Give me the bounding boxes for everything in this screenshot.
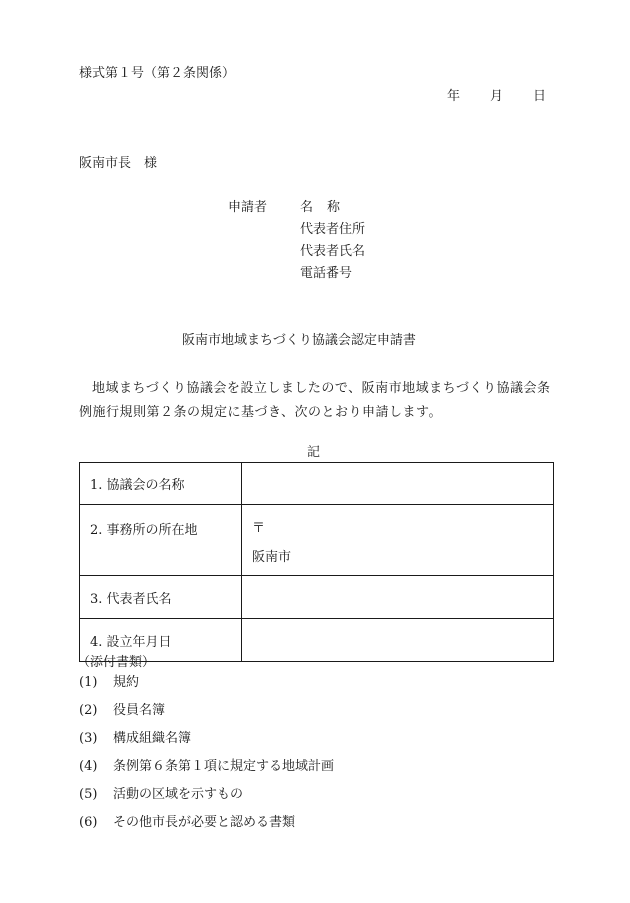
attachment-text: 条例第６条第１項に規定する地域計画 <box>113 759 335 774</box>
body-paragraph: 地域まちづくり協議会を設立しましたので、阪南市地域まちづくり協議会条例施行規則第２条の規定に基づき、次のとおり申請します。 <box>79 381 551 420</box>
date-day-label: 日 <box>533 89 547 104</box>
date-month-label: 月 <box>490 89 504 104</box>
row-label-office-location: 2. 事務所の所在地 <box>80 505 242 576</box>
form-number: 様式第１号（第２条関係） <box>79 66 236 81</box>
date-year-label: 年 <box>447 89 461 104</box>
applicant-name-label: 名称 <box>300 200 355 215</box>
list-item <box>79 732 191 745</box>
attachment-number: (1) <box>79 675 98 690</box>
city-name: 阪南市 <box>252 550 292 565</box>
applicant-address-label: 代表者住所 <box>300 222 366 237</box>
row-value-establishment-date <box>242 619 554 662</box>
attachment-number: (6) <box>79 815 98 830</box>
row-value-representative-name <box>242 576 554 619</box>
row-label-establishment-date: 4. 設立年月日 <box>80 619 242 662</box>
attachment-number: (3) <box>79 731 98 746</box>
addressee: 阪南市長 様 <box>79 156 158 171</box>
application-info-table <box>79 462 554 662</box>
date-line <box>447 90 546 103</box>
row-value-office-location <box>242 505 554 576</box>
table-row <box>80 505 554 576</box>
row-label-representative-name: 3. 代表者氏名 <box>80 576 242 619</box>
applicant-label: 申請者 <box>228 200 268 215</box>
applicant-representative-label: 代表者氏名 <box>300 244 366 259</box>
list-item <box>79 760 334 773</box>
postal-mark: 〒 <box>252 521 266 536</box>
list-item <box>79 704 165 717</box>
attachment-number: (5) <box>79 787 98 802</box>
list-item <box>79 788 243 801</box>
attachment-number: (2) <box>79 703 98 718</box>
attachment-number: (4) <box>79 759 98 774</box>
attachment-text: その他市長が必要と認める書類 <box>113 815 296 830</box>
row-value-association-name <box>242 463 554 505</box>
document-title: 阪南市地域まちづくり協議会認定申請書 <box>182 333 416 348</box>
list-item <box>79 816 295 829</box>
list-item <box>79 676 139 689</box>
ki-label: 記 <box>307 445 321 460</box>
row-label-association-name: 1. 協議会の名称 <box>80 463 242 505</box>
attachments-heading: （添付書類） <box>77 655 156 670</box>
attachment-text: 構成組織名簿 <box>113 731 192 746</box>
attachment-text: 役員名簿 <box>113 703 166 718</box>
table-row <box>80 463 554 505</box>
attachment-text: 規約 <box>113 675 140 690</box>
applicant-phone-label: 電話番号 <box>300 266 353 281</box>
table-row <box>80 576 554 619</box>
attachment-text: 活動の区域を示すもの <box>113 787 244 802</box>
